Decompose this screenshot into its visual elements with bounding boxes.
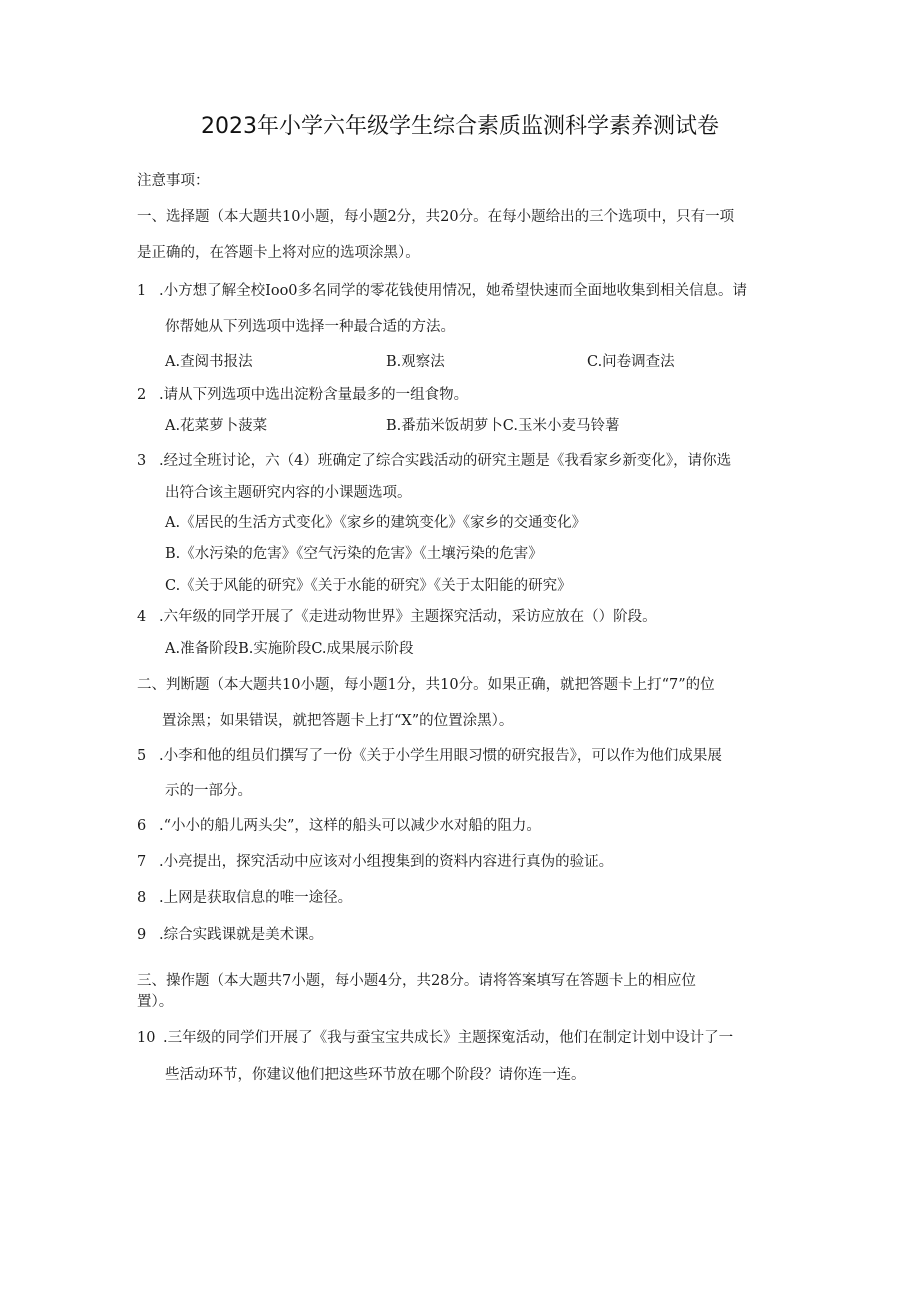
question-4 xyxy=(137,606,657,628)
question-text: .六年级的同学开展了《走进动物世界》主题探究活动，采访应放在（）阶段。 xyxy=(159,609,657,625)
question-3 xyxy=(137,450,731,472)
question-text: .小亮提出，探究活动中应该对小组搜集到的资料内容进行真伪的验证。 xyxy=(159,854,614,870)
section2-heading-line1: 二、判断题（本大题共10小题，每小题1分，共10分。如果正确，就把答题卡上打“7”的位 xyxy=(137,677,715,693)
question-9 xyxy=(137,924,323,946)
question-text: .经过全班讨论，六（4）班确定了综合实践活动的研究主题是《我看家乡新变化》，请你选 xyxy=(159,453,732,469)
question-number: 6 xyxy=(137,818,147,834)
q3-option-c: C.《关于风能的研究》《关于水能的研究》《关于太阳能的研究》 xyxy=(165,578,572,594)
question-8 xyxy=(137,887,352,909)
question-5 xyxy=(137,745,722,767)
q4-options: A.准备阶段B.实施阶段C.成果展示阶段 xyxy=(165,641,414,657)
q2-option-bc: B.番茄米饭胡萝卜C.玉米小麦马铃薯 xyxy=(386,418,620,434)
question-number: 8 xyxy=(137,890,147,906)
question-number: 5 xyxy=(137,748,147,764)
section2-heading-line2: 置涂黑；如果错误，就把答题卡上打“X”的位置涂黑）。 xyxy=(162,713,514,729)
q3-option-b: B.《水污染的危害》《空气污染的危害》《土壤污染的危害》 xyxy=(165,546,543,562)
section1-heading-line2: 是正确的，在答题卡上将对应的选项涂黑）。 xyxy=(137,245,420,261)
question-3-line2: 出符合该主题研究内容的小课题选项。 xyxy=(165,485,412,501)
question-6 xyxy=(137,815,541,837)
q1-option-b: B.观察法 xyxy=(386,354,445,370)
question-1-line2: 你帮她从下列选项中选择一种最合适的方法。 xyxy=(165,319,455,335)
q1-option-a: A.查阅书报法 xyxy=(165,354,253,370)
question-text: .小方想了解全校Ioo0多名同学的零花钱使用情况，她希望快速而全面地收集到相关信息。请 xyxy=(159,283,748,299)
question-number: 10 xyxy=(137,1030,156,1046)
q1-option-c: C.问卷调查法 xyxy=(587,354,675,370)
question-text: .“小小的船儿两头尖”，这样的船头可以减少水对船的阻力。 xyxy=(159,818,541,834)
question-10 xyxy=(137,1027,733,1049)
section1-heading-line1: 一、选择题（本大题共10小题，每小题2分，共20分。在每小题给出的三个选项中，只有一项 xyxy=(137,209,735,225)
question-text: .综合实践课就是美术课。 xyxy=(159,927,324,943)
question-number: 7 xyxy=(137,854,147,870)
question-number: 4 xyxy=(137,609,147,625)
question-text: .小李和他的组员们撰写了一份《关于小学生用眼习惯的研究报告》，可以作为他们成果展 xyxy=(159,748,722,764)
question-number: 9 xyxy=(137,927,147,943)
question-number: 2 xyxy=(137,387,147,403)
page-title: 2023年小学六年级学生综合素质监测科学素养测试卷 xyxy=(201,114,719,139)
section3-heading-line1: 三、操作题（本大题共7小题，每小题4分，共28分。请将答案填写在答题卡上的相应位 xyxy=(137,973,696,989)
question-number: 3 xyxy=(137,453,147,469)
question-text: .请从下列选项中选出淀粉含量最多的一组食物。 xyxy=(159,387,469,403)
question-2 xyxy=(137,384,468,406)
question-10-line2: 些活动环节，你建议他们把这些环节放在哪个阶段？请你连一连。 xyxy=(165,1067,586,1083)
question-1 xyxy=(137,280,747,302)
question-5-line2: 示的一部分。 xyxy=(165,783,252,799)
question-text: .三年级的同学们开展了《我与蚕宝宝共成长》主题探寃活动，他们在制定计划中设计了一 xyxy=(163,1030,734,1046)
notice-label: 注意事项： xyxy=(137,173,210,189)
q3-option-a: A.《居民的生活方式变化》《家乡的建筑变化》《家乡的交通变化》 xyxy=(165,515,587,531)
section3-heading-line2: 置）。 xyxy=(137,994,174,1010)
q2-option-a: A.花菜萝卜菠菜 xyxy=(165,418,268,434)
question-text: .上网是获取信息的唯一途径。 xyxy=(159,890,353,906)
question-7 xyxy=(137,851,613,873)
question-number: 1 xyxy=(137,283,147,299)
